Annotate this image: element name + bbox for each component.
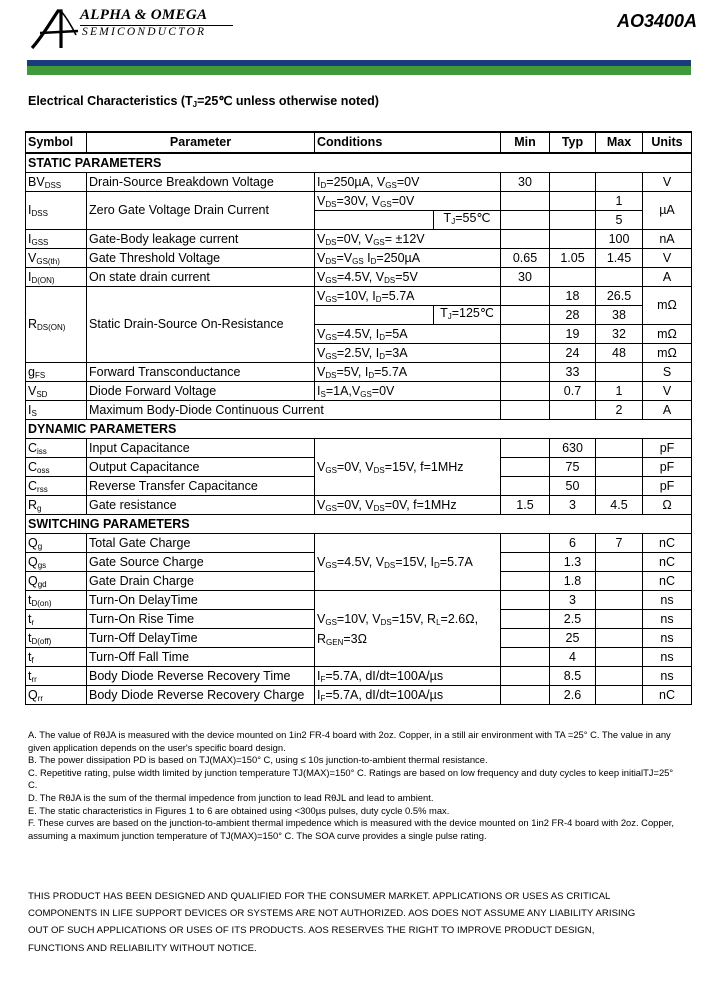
max-cell <box>596 648 643 667</box>
max-cell <box>596 629 643 648</box>
symbol-cell: $R_{DS(ON)}$ <box>26 287 87 363</box>
symbol-cell: $Q_{rr}$ <box>26 686 87 705</box>
disclaimer-line: THIS PRODUCT HAS BEEN DESIGNED AND QUALIFIED FOR THE CONSUMER MARKET. APPLICATIONS OR USES AS CRITICAL <box>28 891 611 902</box>
section-static: STATIC PARAMETERS <box>26 153 692 173</box>
footnote: C. Repetitive rating, pulse width limited by junction temperature TJ(MAX)=150° C. Ratings are based on low frequency and duty cycles to keep initialTJ=25° C. <box>28 766 674 791</box>
conditions-cell: $V_{GS}=0V$, $V_{DS}=0V$, f=1MHz <box>315 496 501 515</box>
max-cell <box>596 686 643 705</box>
typ-cell: 1.3 <box>550 553 596 572</box>
symbol-cell: $I_S$ <box>26 401 87 420</box>
min-cell <box>501 477 550 496</box>
min-cell <box>501 553 550 572</box>
max-cell: 1 <box>596 382 643 401</box>
parameter-cell: Gate Source Charge <box>87 553 315 572</box>
units-cell: pF <box>643 439 692 458</box>
max-cell: 7 <box>596 534 643 553</box>
max-cell <box>596 268 643 287</box>
units-cell: mΩ <box>643 287 692 325</box>
conditions-cell: $V_{DS}=V_{GS}$ $I_D=250\mu A$ <box>315 249 501 268</box>
parameter-cell: Input Capacitance <box>87 439 315 458</box>
disclaimer-line: FUNCTIONS AND RELIABILITY WITHOUT NOTICE. <box>28 942 257 954</box>
min-cell: 1.5 <box>501 496 550 515</box>
symbol-cell: $t_{D(on)}$ <box>26 591 87 610</box>
symbol-cell: $t_f$ <box>26 648 87 667</box>
units-cell: pF <box>643 477 692 496</box>
min-cell <box>501 629 550 648</box>
min-cell <box>501 401 550 420</box>
units-cell: ns <box>643 591 692 610</box>
typ-cell: 3 <box>550 591 596 610</box>
min-cell <box>501 667 550 686</box>
symbol-cell: $t_{rr}$ <box>26 667 87 686</box>
table-row <box>26 439 692 458</box>
symbol-cell: $I_{D(ON)}$ <box>26 268 87 287</box>
typ-cell <box>550 211 596 230</box>
symbol-cell: $Q_{gd}$ <box>26 572 87 591</box>
symbol-cell: $t_r$ <box>26 610 87 629</box>
typ-cell: 6 <box>550 534 596 553</box>
units-cell: ns <box>643 648 692 667</box>
max-cell: 1.45 <box>596 249 643 268</box>
min-cell <box>501 458 550 477</box>
max-cell: 38 <box>596 306 643 325</box>
max-cell: 32 <box>596 325 643 344</box>
min-cell: 0.65 <box>501 249 550 268</box>
table-row <box>26 382 692 401</box>
min-cell <box>501 439 550 458</box>
conditions-cell: $V_{GS}=10V$, $V_{DS}=15V$, $R_L=2.6\Omega$, $R_{GEN}=3\Omega$ <box>315 591 501 667</box>
parameter-cell: Forward Transconductance <box>87 363 315 382</box>
header-typ: Typ <box>550 132 596 153</box>
conditions-cell: $V_{GS}=10V$, $I_D=5.7A$ <box>315 287 501 306</box>
parameter-cell: Gate Threshold Voltage <box>87 249 315 268</box>
conditions-cell: $V_{GS}=2.5V$, $I_D=3A$ <box>315 344 501 363</box>
part-number: AO3400A <box>616 11 697 31</box>
table-row <box>26 192 692 211</box>
electrical-characteristics-table <box>25 131 692 705</box>
max-cell: 5 <box>596 211 643 230</box>
parameter-cell: Turn-Off DelayTime <box>87 629 315 648</box>
footnotes <box>28 729 678 842</box>
header-max: Max <box>596 132 643 153</box>
symbol-cell: $V_{SD}$ <box>26 382 87 401</box>
typ-cell <box>550 268 596 287</box>
typ-cell: 0.7 <box>550 382 596 401</box>
units-cell: V <box>643 249 692 268</box>
conditions-cell: $T_J=125℃$ <box>315 306 501 325</box>
min-cell <box>501 610 550 629</box>
brand-subtitle: SEMICONDUCTOR <box>82 26 207 38</box>
conditions-cell: $V_{GS}=4.5V$, $V_{DS}=15V$, $I_D=5.7A$ <box>315 534 501 591</box>
parameter-cell: Output Capacitance <box>87 458 315 477</box>
parameter-cell: Turn-On Rise Time <box>87 610 315 629</box>
units-cell: S <box>643 363 692 382</box>
conditions-cell: $V_{GS}=0V$, $V_{DS}=15V$, f=1MHz <box>315 439 501 496</box>
units-cell: nC <box>643 534 692 553</box>
footnote: B. The power dissipation PD is based on TJ(MAX)=150° C, using ≤ 10s junction-to-ambient thermal resistance. <box>28 754 488 766</box>
disclaimer <box>28 888 688 957</box>
parameter-cell: Diode Forward Voltage <box>87 382 315 401</box>
min-cell <box>501 344 550 363</box>
header-green-bar <box>27 66 691 75</box>
typ-cell: 630 <box>550 439 596 458</box>
symbol-cell: $g_{FS}$ <box>26 363 87 382</box>
symbol-cell: $I_{DSS}$ <box>26 192 87 230</box>
conditions-cell: $V_{GS}=4.5V$, $I_D=5A$ <box>315 325 501 344</box>
max-cell <box>596 458 643 477</box>
table-row <box>26 496 692 515</box>
symbol-cell: $V_{GS(th)}$ <box>26 249 87 268</box>
typ-cell <box>550 173 596 192</box>
typ-cell: 24 <box>550 344 596 363</box>
min-cell <box>501 363 550 382</box>
parameter-cell: Drain-Source Breakdown Voltage <box>87 173 315 192</box>
max-cell: 48 <box>596 344 643 363</box>
conditions-cell: $V_{DS}=5V$, $I_D=5.7A$ <box>315 363 501 382</box>
units-cell: mΩ <box>643 344 692 363</box>
typ-cell: 1.8 <box>550 572 596 591</box>
min-cell <box>501 287 550 306</box>
symbol-cell: $R_g$ <box>26 496 87 515</box>
table-row <box>26 287 692 306</box>
max-cell <box>596 667 643 686</box>
parameter-cell: Gate-Body leakage current <box>87 230 315 249</box>
max-cell: 1 <box>596 192 643 211</box>
max-cell <box>596 477 643 496</box>
symbol-cell: $BV_{DSS}$ <box>26 173 87 192</box>
max-cell: 100 <box>596 230 643 249</box>
parameter-cell: Body Diode Reverse Recovery Charge <box>87 686 315 705</box>
parameter-cell: Reverse Transfer Capacitance <box>87 477 315 496</box>
parameter-cell: Static Drain-Source On-Resistance <box>87 287 315 363</box>
table-header-row <box>26 132 692 153</box>
conditions-cell: $I_D=250\mu A$, $V_{GS}=0V$ <box>315 173 501 192</box>
units-cell: pF <box>643 458 692 477</box>
table-row <box>26 249 692 268</box>
company-logo-icon <box>28 7 80 51</box>
units-cell: nC <box>643 553 692 572</box>
typ-cell <box>550 192 596 211</box>
typ-cell: 25 <box>550 629 596 648</box>
table-row <box>26 230 692 249</box>
min-cell <box>501 648 550 667</box>
section-dynamic: DYNAMIC PARAMETERS <box>26 420 692 439</box>
min-cell <box>501 230 550 249</box>
min-cell <box>501 534 550 553</box>
footnote: E. The static characteristics in Figures 1 to 6 are obtained using <300µs pulses, duty cycle 0.5% max. <box>28 804 450 816</box>
units-cell: A <box>643 401 692 420</box>
symbol-cell: $C_{oss}$ <box>26 458 87 477</box>
table-row <box>26 667 692 686</box>
conditions-cell: $V_{DS}=0V$, $V_{GS}= \pm 12V$ <box>315 230 501 249</box>
units-cell: ns <box>643 667 692 686</box>
conditions-cell: $T_J=55℃$ <box>315 211 501 230</box>
typ-cell: 8.5 <box>550 667 596 686</box>
header-symbol: Symbol <box>26 132 87 153</box>
conditions-cell: $V_{GS}=4.5V$, $V_{DS}=5V$ <box>315 268 501 287</box>
section-row <box>26 515 692 534</box>
footnote: D. The RθJA is the sum of the thermal impedence from junction to lead RθJL and lead to ambient. <box>28 791 434 803</box>
units-cell: mΩ <box>643 325 692 344</box>
table-row <box>26 534 692 553</box>
units-cell: nC <box>643 572 692 591</box>
max-cell <box>596 363 643 382</box>
table-row <box>26 363 692 382</box>
parameter-cell: Maximum Body-Diode Continuous Current <box>87 401 501 420</box>
max-cell <box>596 553 643 572</box>
units-cell: nA <box>643 230 692 249</box>
parameter-cell: Body Diode Reverse Recovery Time <box>87 667 315 686</box>
typ-cell: 28 <box>550 306 596 325</box>
parameter-cell: Gate Drain Charge <box>87 572 315 591</box>
section-row <box>26 420 692 439</box>
section-row <box>26 153 692 173</box>
footnote: A. The value of RθJA is measured with the device mounted on 1in2 FR-4 board with 2oz. Copper, in a still air environment with TA =25° C. The value in any given application depends on the user's specific board design. <box>28 729 671 753</box>
conditions-cell: $I_F=5.7A$, dI/dt=100A/µs <box>315 667 501 686</box>
disclaimer-line: OUT OF SUCH APPLICATIONS OR USES OF ITS PRODUCTS. AOS RESERVES THE RIGHT TO IMPROVE PRODUCT DESIGN, <box>28 925 595 937</box>
symbol-cell: $C_{rss}$ <box>26 477 87 496</box>
symbol-cell: $Q_g$ <box>26 534 87 553</box>
typ-cell: 18 <box>550 287 596 306</box>
symbol-cell: $I_{GSS}$ <box>26 230 87 249</box>
typ-cell <box>550 401 596 420</box>
units-cell: A <box>643 268 692 287</box>
min-cell <box>501 591 550 610</box>
parameter-cell: Gate resistance <box>87 496 315 515</box>
conditions-cell: $V_{DS}=30V$, $V_{GS}=0V$ <box>315 192 501 211</box>
symbol-cell: $C_{iss}$ <box>26 439 87 458</box>
typ-cell: 33 <box>550 363 596 382</box>
disclaimer-line: COMPONENTS IN LIFE SUPPORT DEVICES OR SYSTEMS ARE NOT AUTHORIZED. AOS DOES NOT ASSUME ANY LIABILITY ARISING <box>28 908 636 920</box>
min-cell <box>501 325 550 344</box>
units-cell: ns <box>643 629 692 648</box>
max-cell <box>596 572 643 591</box>
min-cell <box>501 382 550 401</box>
units-cell: Ω <box>643 496 692 515</box>
min-cell <box>501 211 550 230</box>
parameter-cell: Total Gate Charge <box>87 534 315 553</box>
typ-cell: 75 <box>550 458 596 477</box>
typ-cell: 3 <box>550 496 596 515</box>
table-row <box>26 686 692 705</box>
section-switching: SWITCHING PARAMETERS <box>26 515 692 534</box>
table-row <box>26 268 692 287</box>
typ-cell: 50 <box>550 477 596 496</box>
table-row <box>26 173 692 192</box>
table-row <box>26 401 692 420</box>
symbol-cell: $Q_{gs}$ <box>26 553 87 572</box>
max-cell: 26.5 <box>596 287 643 306</box>
footnote: F. These curves are based on the junction-to-ambient thermal impedence which is measured with the device mounted on 1in2 FR-4 board with 2oz. Copper, assuming a maximum junction temperature of TJ(MAX)=150° C. The SOA curve provides a single pulse rating. <box>28 817 675 841</box>
min-cell <box>501 686 550 705</box>
min-cell <box>501 572 550 591</box>
typ-cell: 2.5 <box>550 610 596 629</box>
conditions-cell: $I_F=5.7A$, dI/dt=100A/µs <box>315 686 501 705</box>
header-min: Min <box>501 132 550 153</box>
header-units: Units <box>643 132 692 153</box>
header-conditions: Conditions <box>315 132 501 153</box>
conditions-cell: $I_S=1A,V_{GS}=0V$ <box>315 382 501 401</box>
max-cell: 4.5 <box>596 496 643 515</box>
max-cell <box>596 439 643 458</box>
max-cell <box>596 610 643 629</box>
units-cell: V <box>643 173 692 192</box>
typ-cell <box>550 230 596 249</box>
typ-cell: 2.6 <box>550 686 596 705</box>
min-cell: 30 <box>501 268 550 287</box>
table-row <box>26 591 692 610</box>
units-cell: ns <box>643 610 692 629</box>
typ-cell: 1.05 <box>550 249 596 268</box>
parameter-cell: Zero Gate Voltage Drain Current <box>87 192 315 230</box>
max-cell: 2 <box>596 401 643 420</box>
header-parameter: Parameter <box>87 132 315 153</box>
max-cell <box>596 591 643 610</box>
symbol-cell: $t_{D(off)}$ <box>26 629 87 648</box>
parameter-cell: On state drain current <box>87 268 315 287</box>
parameter-cell: Turn-Off Fall Time <box>87 648 315 667</box>
section-title: Electrical Characteristics ($T_J=25℃$ unless otherwise noted) <box>28 94 379 109</box>
units-cell: V <box>643 382 692 401</box>
parameter-cell: Turn-On DelayTime <box>87 591 315 610</box>
min-cell <box>501 306 550 325</box>
typ-cell: 19 <box>550 325 596 344</box>
min-cell <box>501 192 550 211</box>
min-cell: 30 <box>501 173 550 192</box>
brand-name: ALPHA & OMEGA <box>80 7 208 23</box>
typ-cell: 4 <box>550 648 596 667</box>
max-cell <box>596 173 643 192</box>
units-cell: µA <box>643 192 692 230</box>
units-cell: nC <box>643 686 692 705</box>
